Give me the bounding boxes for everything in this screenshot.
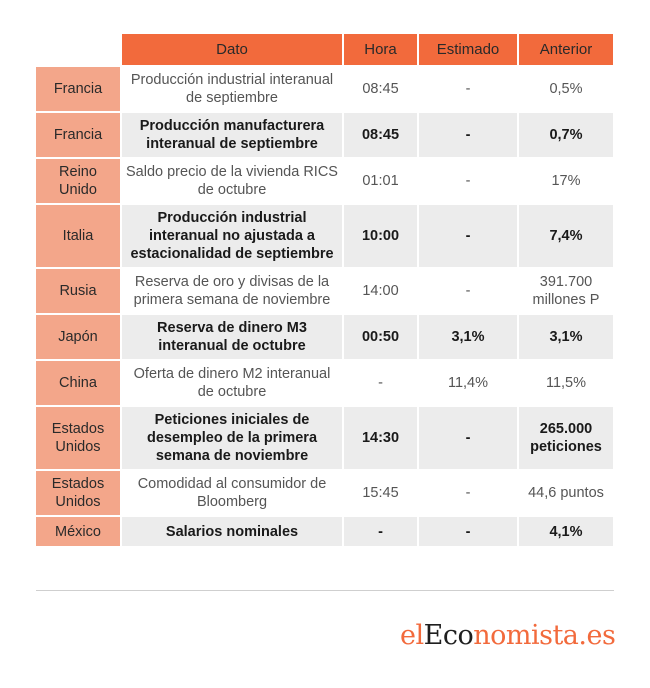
dato-cell: Peticiones iniciales de desempleo de la primera semana de noviembre bbox=[121, 406, 343, 470]
country-cell: Francia bbox=[36, 66, 121, 112]
estimado-cell: 3,1% bbox=[418, 314, 518, 360]
estimado-cell: - bbox=[418, 268, 518, 314]
estimado-cell: - bbox=[418, 112, 518, 158]
hora-cell: 15:45 bbox=[343, 470, 418, 516]
estimado-cell: - bbox=[418, 66, 518, 112]
dato-cell: Reserva de oro y divisas de la primera semana de noviembre bbox=[121, 268, 343, 314]
anterior-cell: 391.700 millones P bbox=[518, 268, 614, 314]
country-cell: Reino Unido bbox=[36, 158, 121, 204]
anterior-cell: 11,5% bbox=[518, 360, 614, 406]
hora-cell: 01:01 bbox=[343, 158, 418, 204]
country-cell: Japón bbox=[36, 314, 121, 360]
anterior-cell: 7,4% bbox=[518, 204, 614, 268]
table-row bbox=[36, 406, 614, 470]
country-cell: Rusia bbox=[36, 268, 121, 314]
footer-divider bbox=[36, 590, 614, 591]
dato-cell: Producción manufacturera interanual de septiembre bbox=[121, 112, 343, 158]
table-row bbox=[36, 158, 614, 204]
estimado-cell: - bbox=[418, 204, 518, 268]
dato-cell: Comodidad al consumidor de Bloomberg bbox=[121, 470, 343, 516]
country-cell: México bbox=[36, 516, 121, 546]
dato-cell: Reserva de dinero M3 interanual de octubre bbox=[121, 314, 343, 360]
table-header-row bbox=[36, 34, 614, 66]
dato-cell: Salarios nominales bbox=[121, 516, 343, 546]
header-anterior: Anterior bbox=[518, 34, 614, 66]
header-dato: Dato bbox=[121, 34, 343, 66]
hora-cell: - bbox=[343, 516, 418, 546]
header-hora: Hora bbox=[343, 34, 418, 66]
table-row bbox=[36, 268, 614, 314]
estimado-cell: - bbox=[418, 470, 518, 516]
dato-cell: Oferta de dinero M2 interanual de octubre bbox=[121, 360, 343, 406]
hora-cell: 08:45 bbox=[343, 112, 418, 158]
economic-calendar-table bbox=[36, 34, 615, 546]
anterior-cell: 0,7% bbox=[518, 112, 614, 158]
hora-cell: - bbox=[343, 360, 418, 406]
country-cell: Francia bbox=[36, 112, 121, 158]
dato-cell: Producción industrial interanual no ajustada a estacionalidad de septiembre bbox=[121, 204, 343, 268]
table-row bbox=[36, 204, 614, 268]
table-row bbox=[36, 314, 614, 360]
country-cell: Estados Unidos bbox=[36, 406, 121, 470]
table-row bbox=[36, 470, 614, 516]
anterior-cell: 17% bbox=[518, 158, 614, 204]
hora-cell: 14:30 bbox=[343, 406, 418, 470]
header-blank bbox=[36, 34, 121, 66]
estimado-cell: - bbox=[418, 516, 518, 546]
logo-part-el: el bbox=[400, 620, 424, 651]
logo-part-eco: Eco bbox=[423, 620, 474, 651]
table-row bbox=[36, 66, 614, 112]
anterior-cell: 4,1% bbox=[518, 516, 614, 546]
estimado-cell: - bbox=[418, 406, 518, 470]
header-estimado: Estimado bbox=[418, 34, 518, 66]
anterior-cell: 3,1% bbox=[518, 314, 614, 360]
anterior-cell: 0,5% bbox=[518, 66, 614, 112]
estimado-cell: 11,4% bbox=[418, 360, 518, 406]
table-row bbox=[36, 360, 614, 406]
hora-cell: 10:00 bbox=[343, 204, 418, 268]
hora-cell: 00:50 bbox=[343, 314, 418, 360]
estimado-cell: - bbox=[418, 158, 518, 204]
country-cell: Italia bbox=[36, 204, 121, 268]
hora-cell: 08:45 bbox=[343, 66, 418, 112]
table-row bbox=[36, 112, 614, 158]
dato-cell: Saldo precio de la vivienda RICS de octubre bbox=[121, 158, 343, 204]
dato-cell: Producción industrial interanual de septiembre bbox=[121, 66, 343, 112]
logo-part-nomista: nomista.es bbox=[473, 620, 616, 651]
hora-cell: 14:00 bbox=[343, 268, 418, 314]
anterior-cell: 265.000 peticiones bbox=[518, 406, 614, 470]
eleconomista-logo bbox=[400, 620, 615, 652]
country-cell: Estados Unidos bbox=[36, 470, 121, 516]
country-cell: China bbox=[36, 360, 121, 406]
table-row bbox=[36, 516, 614, 546]
anterior-cell: 44,6 puntos bbox=[518, 470, 614, 516]
